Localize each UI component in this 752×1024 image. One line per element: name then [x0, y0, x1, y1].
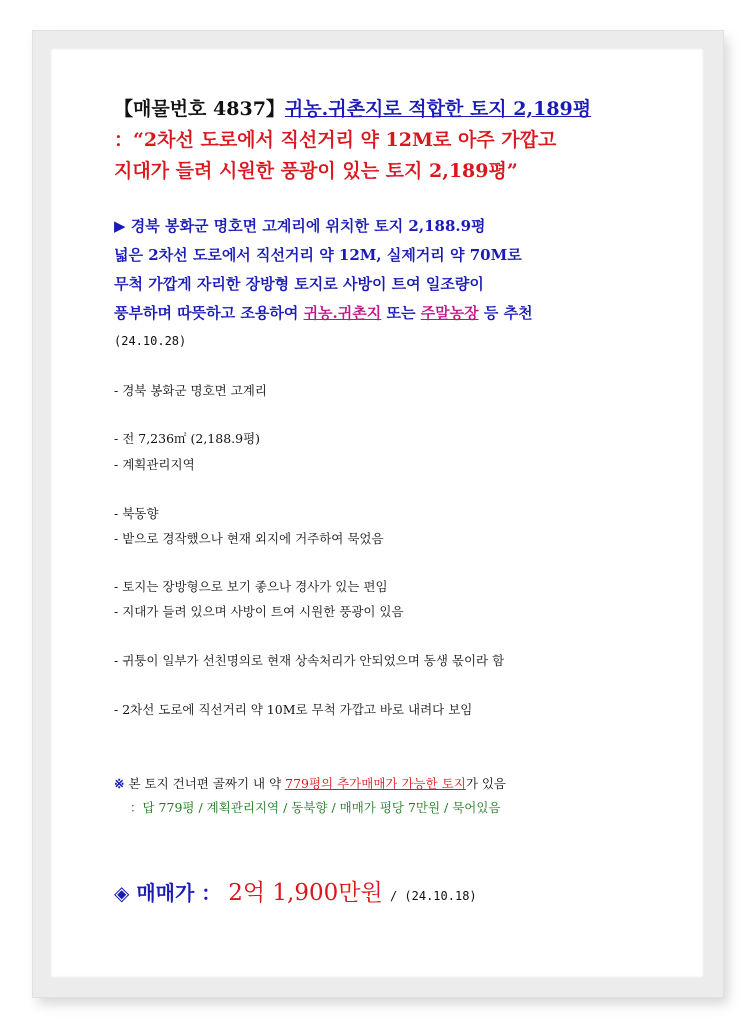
price-value: 2억 1,900만원 — [228, 880, 383, 906]
diamond-icon: ◈ — [114, 881, 130, 905]
summary-line-4-mid: 또는 — [381, 304, 421, 322]
additional-land-detail: ：답 779평 / 계획관리지역 / 동북향 / 매매가 평당 7만원 / 묵어있음 — [130, 800, 501, 815]
note-prefix: 본 토지 건너편 골짜기 내 약 — [124, 776, 286, 791]
quote-line-1: ：“2차선 도로에서 직선거리 약 12M로 아주 가깝고 — [114, 129, 557, 151]
detail-inheritance: - 귀퉁이 일부가 선친명의로 현재 상속처리가 안되었으며 동생 몫이라 함 — [114, 653, 505, 668]
recommend-link-guinong: 귀농.귀촌지 — [303, 304, 382, 322]
price-line — [114, 874, 477, 907]
summary-line-4 — [114, 299, 533, 328]
note-highlight: 779평의 추가매매가 가능한 토지 — [285, 776, 466, 791]
summary-line-3: 무척 가깝게 자리한 장방형 토지로 사방이 트여 일조량이 — [114, 275, 484, 293]
additional-land-note — [114, 772, 506, 796]
summary-date: (24.10.28) — [114, 334, 187, 348]
listing-number: 【매물번호 4837】 — [114, 98, 285, 120]
detail-view: - 지대가 들려 있으며 사방이 트여 시원한 풍광이 있음 — [114, 604, 404, 619]
listing-title: 귀농.귀촌지로 적합한 토지 2,189평 — [284, 98, 592, 120]
price-date: / (24.10.18) — [382, 889, 477, 903]
detail-orientation: - 북동향 — [114, 506, 159, 521]
detail-shape: - 토지는 장방형으로 보기 좋으나 경사가 있는 편임 — [114, 579, 388, 594]
detail-area: - 전 7,236㎡ (2,188.9평) — [114, 431, 261, 446]
detail-road: - 2차선 도로에 직선거리 약 10M로 무척 가깝고 바로 내려다 보임 — [114, 702, 473, 717]
recommend-link-weekend-farm: 주말농장 — [420, 304, 479, 322]
note-suffix: 가 있음 — [465, 776, 507, 791]
price-label: 매매가 ： — [136, 881, 222, 905]
note-mark-icon: ※ — [114, 776, 125, 791]
summary-line-4-prefix: 풍부하며 따뜻하고 조용하여 — [114, 304, 304, 322]
detail-usage: - 밭으로 경작했으나 현재 외지에 거주하여 묵었음 — [114, 531, 384, 546]
header-line — [114, 94, 591, 125]
summary-line-2: 넓은 2차선 도로에서 직선거리 약 12M, 실제거리 약 70M로 — [114, 246, 522, 264]
summary-line-4-suffix: 등 추천 — [478, 304, 533, 322]
summary-line-1: ▶ 경북 봉화군 명호면 고계리에 위치한 토지 2,188.9평 — [114, 217, 486, 235]
detail-location: - 경북 봉화군 명호면 고계리 — [114, 383, 267, 398]
detail-zoning: - 계획관리지역 — [114, 457, 195, 472]
quote-line-2: 지대가 들려 시원한 풍광이 있는 토지 2,189평” — [114, 160, 518, 182]
